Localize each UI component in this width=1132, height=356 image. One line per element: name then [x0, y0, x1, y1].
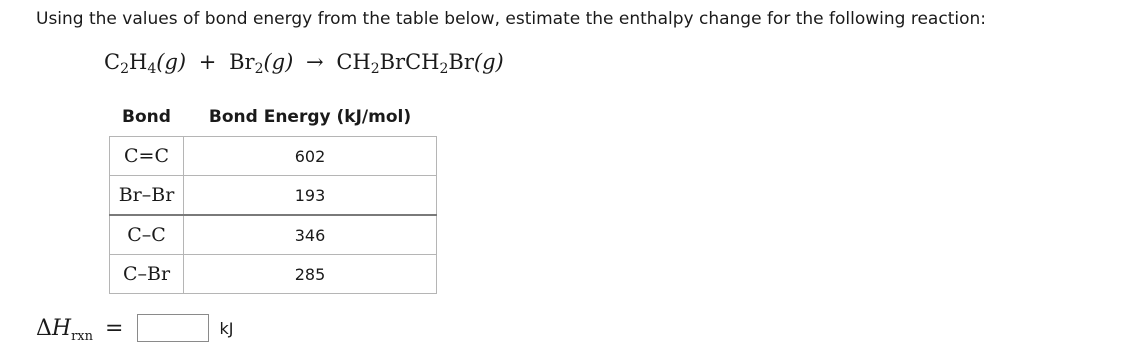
answer-row: [36, 312, 233, 344]
plus-sign: +: [198, 50, 217, 74]
bond-cell: Br–Br: [110, 176, 184, 216]
table-row: [110, 255, 437, 294]
energy-cell: 193: [184, 176, 437, 216]
energy-cell: 285: [184, 255, 437, 294]
table-row: [110, 215, 437, 255]
bond-energy-table: [109, 98, 437, 294]
reactant-bromine: $Br_2(g)$: [229, 50, 294, 77]
unit-label: kJ: [219, 318, 234, 338]
product-dibromoethane: $CH_2BrCH_2Br(g)$: [336, 50, 504, 77]
question-text: Using the values of bond energy from the table below, estimate the enthalpy change for the following reaction:: [36, 9, 986, 29]
table-header-row: [110, 98, 437, 137]
reaction-equation: [104, 50, 504, 77]
header-bond: Bond: [122, 107, 171, 127]
bond-cell: C=C: [110, 137, 184, 176]
enthalpy-answer-input[interactable]: [137, 314, 209, 342]
table-row: [110, 137, 437, 176]
reaction-arrow: →: [306, 50, 324, 74]
bond-energy-table-container: [109, 98, 437, 294]
reactant-ethene: $C_2H_4(g)$: [104, 50, 187, 77]
bond-cell: C–C: [110, 215, 184, 255]
table-row: [110, 176, 437, 216]
energy-cell: 602: [184, 137, 437, 176]
bond-cell: C–Br: [110, 255, 184, 294]
energy-cell: 346: [184, 215, 437, 255]
equals-sign: =: [105, 315, 124, 341]
delta-h-rxn-label: $\Delta H_{rxn}$: [36, 315, 93, 344]
header-bond-energy: Bond Energy (kJ/mol): [208, 107, 412, 127]
